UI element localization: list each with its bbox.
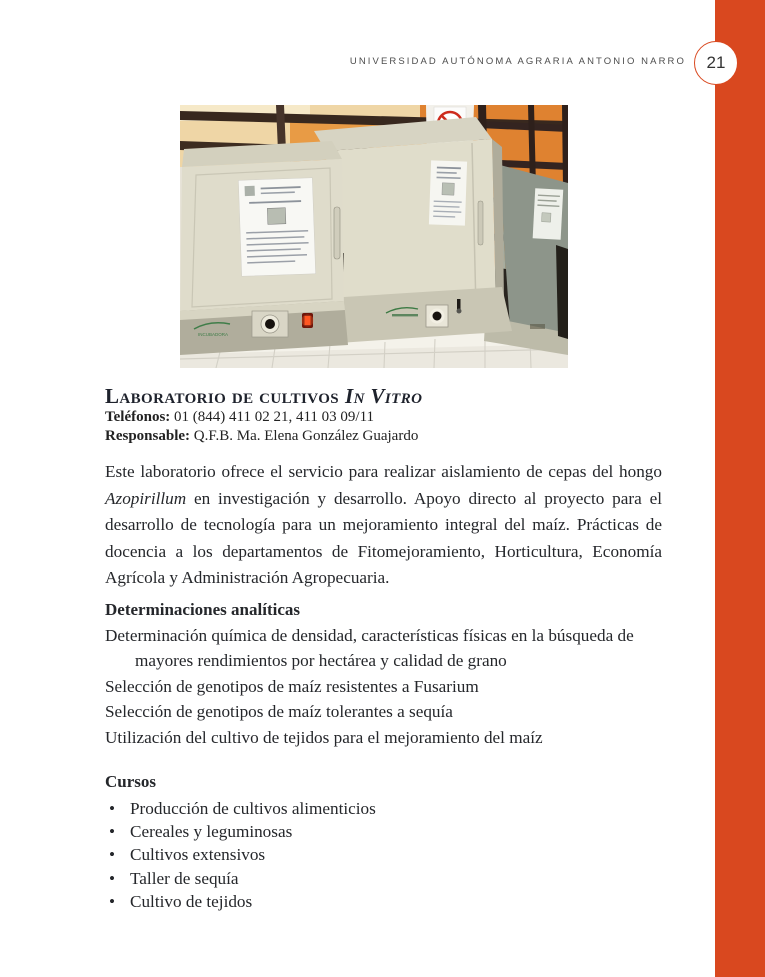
page-number-badge (694, 41, 738, 85)
determinations-section (105, 597, 665, 751)
course-item: • Cultivo de tejidos (105, 890, 625, 913)
university-name: UNIVERSIDAD AUTÓNOMA AGRARIA ANTONIO NARRO (349, 56, 686, 67)
page-header (0, 56, 686, 67)
lab-description (105, 459, 662, 592)
lab-photo-illustration (180, 105, 568, 368)
determination-item: Selección de genotipos de maíz resistentes a Fusarium (105, 676, 479, 696)
course-item: • Cereales y leguminosas (105, 820, 625, 843)
courses-section (105, 770, 625, 913)
courses-heading: Cursos (105, 772, 157, 791)
determination-item: Determinación química de densidad, características físicas en la búsqueda de mayores rendimientos por hectárea y calidad de grano (105, 625, 634, 671)
course-item: • Taller de sequía (105, 867, 625, 890)
courses-list (105, 797, 625, 913)
description-species: Azopirillum (105, 488, 187, 508)
course-item: • Cultivos extensivos (105, 843, 625, 866)
responsible-label: Responsable: (105, 428, 191, 444)
responsible-line (105, 427, 418, 446)
lab-title (105, 384, 422, 409)
right-edge-shadow (556, 245, 568, 339)
phones-value: 01 (844) 411 02 21, 411 03 09/11 (174, 409, 375, 425)
determination-item: Utilización del cultivo de tejidos para el mejoramiento del maíz (105, 727, 543, 747)
responsible-value: Q.F.B. Ma. Elena González Guajardo (193, 428, 419, 444)
lab-title-species: In Vitro (345, 384, 423, 408)
accent-sidebar (715, 0, 765, 977)
lab-photo (180, 105, 568, 368)
phones-line (105, 408, 418, 427)
contact-info (105, 408, 418, 446)
phones-label: Teléfonos: (105, 409, 171, 425)
incubator-left (180, 141, 348, 355)
course-item: • Producción de cultivos alimenticios (105, 797, 625, 820)
lab-title-text: Laboratorio de cultivos (105, 384, 340, 408)
determinations-heading: Determinaciones analíticas (105, 600, 300, 619)
description-post: en investigación y desarrollo. Apoyo directo al proyecto para el desarrollo de tecnología para un mejoramiento integral del maíz. Prácticas de docencia a los departamentos de Fitomejoramiento, Horticultura, Economía Agrícola y Administración Agropecuaria. (105, 488, 662, 587)
description-pre: Este laboratorio ofrece el servicio para realizar aislamiento de cepas del hongo (105, 462, 662, 481)
page-number: 21 (706, 53, 726, 72)
equipment-brand-label: INCUBADORA (198, 332, 229, 337)
determination-item: Selección de genotipos de maíz tolerantes a sequía (105, 702, 453, 722)
